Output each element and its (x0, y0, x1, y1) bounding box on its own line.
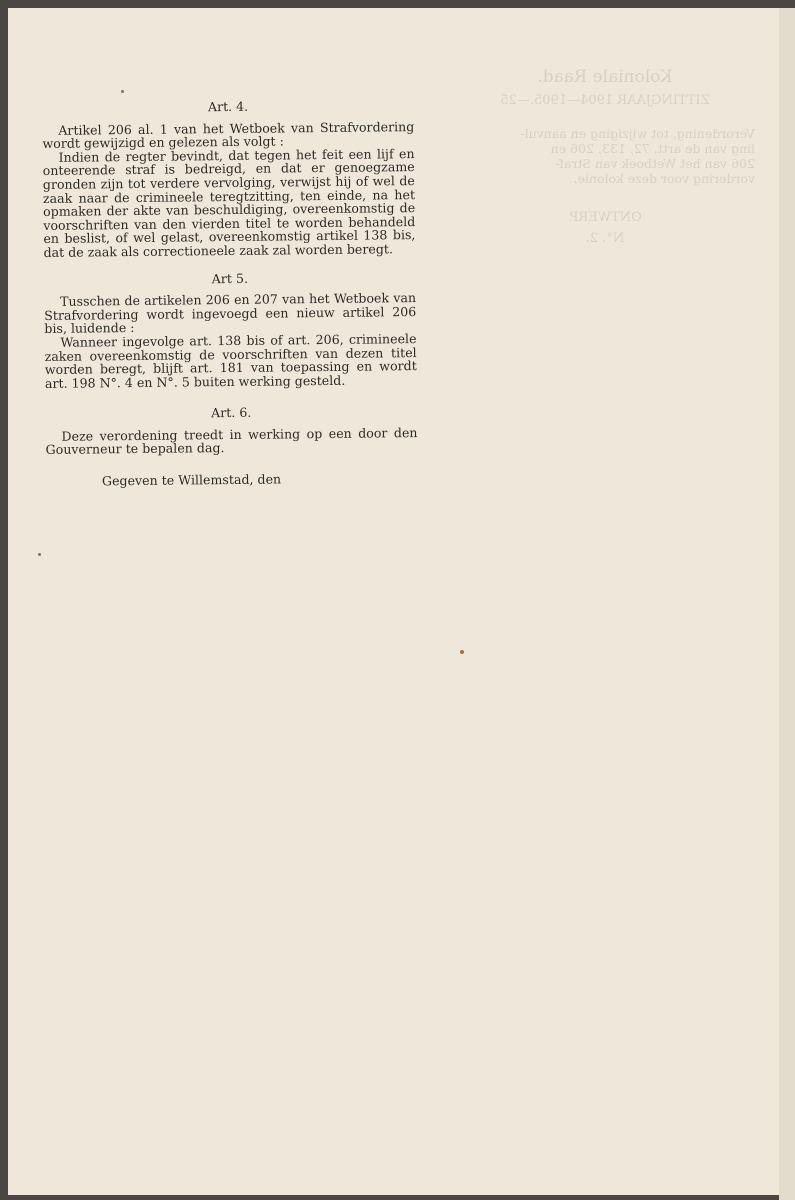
article-5-paragraph-1: Tusschen de artikelen 206 en 207 van het Wetboek van Strafvordering wordt ingevoegd een nieuw artikel 206 bis, luidende : (44, 290, 417, 337)
paper-speck (38, 553, 41, 556)
ghost-draft: ONTWERP. (568, 210, 642, 225)
ghost-line: Verordening, tot wijziging en aanvul- (520, 126, 755, 141)
paper-speck (121, 90, 124, 93)
article-4-paragraph-2: Indien de regter bevindt, dat tegen het feit een lijf en onteerende straf is bedreigd, en dat er genoegzame gronden zijn tot verdere vervolging, verwijst hij of wel de zaak naar de crimineele teregtzitting, ten einde, na het opmaken der akte van beschuldiging, overeenkomstig de voorschriften van den vierden titel te worden behandeld en beslist, of wel gelast, overeenkomstig artikel 138 bis, dat de zaak als correctioneele zaak zal worden beregt. (42, 145, 416, 260)
paper-speck (460, 650, 464, 654)
ghost-title: Koloniale Raad. (537, 67, 673, 87)
bleed-through-text (455, 67, 755, 246)
ghost-line: 206 van het Wetboek van Straf- (555, 156, 755, 171)
article-5-heading: Art 5. (211, 270, 249, 286)
page-edge (779, 8, 795, 1200)
closing-line: Gegeven te Willemstad, den (101, 471, 282, 489)
ghost-line: vordering voor deze kolonie. (573, 171, 755, 186)
article-6-heading: Art. 6. (211, 405, 252, 421)
article-6-paragraph-1: Deze verordening treedt in werking op een door den Gouverneur te bepalen dag. (45, 424, 418, 458)
document-text (42, 98, 418, 489)
ghost-session: ZITTINGJAAR 1904—1905.—25 (500, 93, 710, 108)
article-5-paragraph-2: Wanneer ingevolge art. 138 bis of art. 206, crimineele zaken overeenkomstig de voorschriften van dezen titel worden beregt, blijft art. 181 van toepassing en wordt art. 198 N°. 4 en N°. 5 buiten werking gesteld. (44, 330, 417, 391)
article-4-paragraph-1: Artikel 206 al. 1 van het Wetboek van Strafvordering wordt gewijzigd en gelezen als volgt : (42, 118, 415, 152)
ghost-line: ling van de artt. 72, 133, 206 en (550, 141, 755, 156)
article-4-heading: Art. 4. (207, 98, 249, 115)
ghost-number: N°. 2. (585, 231, 625, 246)
